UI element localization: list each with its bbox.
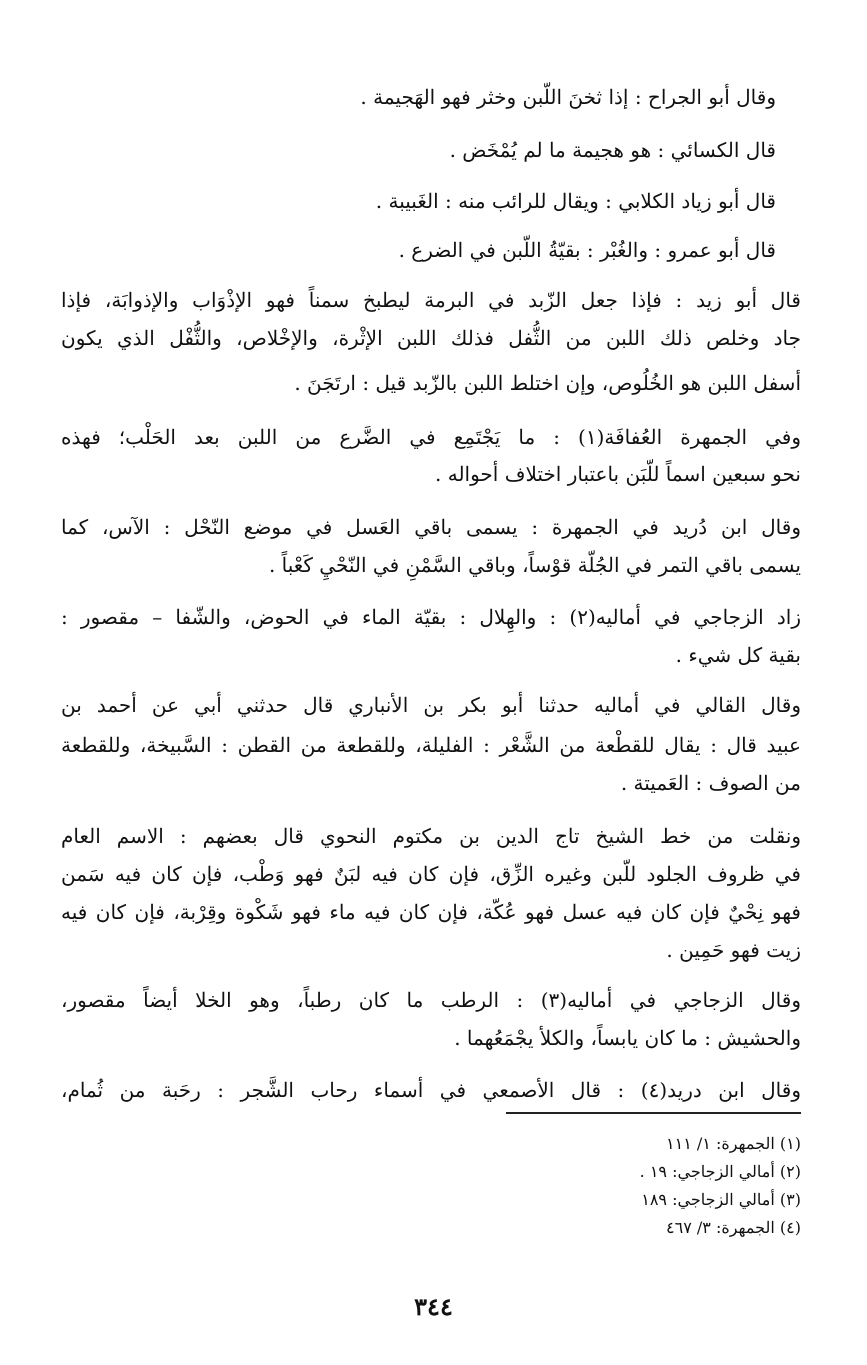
text-line: ونقلت من خط الشيخ تاج الدين بن مكتوم النحوي قال بعضهم : الاسم العام	[61, 824, 801, 848]
text-line: وقال أبو الجراح : إذا ثخنَ اللّبن وخثر فهو الهَجيمة .	[360, 85, 776, 109]
text-line: يسمى باقي التمر في الجُلّة قوْساً، وباقي السَّمْنِ في النّحْيِ كَعْباً .	[268, 553, 801, 577]
text-line: نحو سبعين اسماً للّبَن باعتبار اختلاف أحواله .	[435, 462, 801, 486]
page-number: ٣٤٤	[414, 1292, 453, 1321]
text-line: والحشيش : ما كان يابساً، والكلأ يجْمَعُهما .	[454, 1026, 801, 1050]
text-line: زيت فهو حَمِين .	[666, 938, 801, 962]
text-line: في ظروف الجلود للّبن وغيره الزِّق، فإن كان فيه لبَنٌ فهو وَطْب، فإن كان فيه سَمن	[61, 862, 801, 886]
text-line: وقال الزجاجي في أماليه(٣) : الرطب ما كان رطباً، وهو الخلا أيضاً مقصور،	[61, 988, 801, 1012]
text-line: قال أبو زيد : فإذا جعل الزّبد في البرمة ليطبخ سمناً فهو الإذْوَاب والإذوابَة، فإذا	[61, 288, 801, 312]
text-line: عبيد قال : يقال للقطْعة من الشَّعْر : الفليلة، وللقطعة من القطن : السَّبيخة، وللقطعة	[61, 733, 801, 757]
text-line: قال أبو زياد الكلابي : ويقال للرائب منه : الغَبيبة .	[375, 189, 776, 213]
footnote-separator	[506, 1112, 801, 1114]
text-line: فهو نِحْيٌ فإن كان فيه عسل فهو عُكّة، فإن كان فيه ماء فهو شَكْوة وقِرْبة، فإن كان فيه	[61, 900, 801, 924]
text-line: قال الكسائي : هو هجيمة ما لم يُمْخَض .	[449, 138, 776, 162]
footnote: (٣) أمالي الزجاجي: ١٨٩	[641, 1190, 801, 1209]
text-line: وقال ابن دريد(٤) : قال الأصمعي في أسماء رحاب الشَّجر : رحَبة من ثُمام،	[61, 1078, 801, 1102]
text-line: بقية كل شيء .	[675, 643, 801, 667]
text-line: وفي الجمهرة العُفافَة(١) : ما يَجْتَمِع في الضَّرع من اللبن بعد الحَلْب؛ فهذه	[61, 425, 801, 449]
text-line: وقال القالي في أماليه حدثنا أبو بكر بن الأنباري قال حدثني أبي عن أحمد بن	[61, 693, 801, 717]
footnote: (٢) أمالي الزجاجي: ١٩ .	[639, 1162, 801, 1181]
text-line: أسفل اللبن هو الخُلُوص، وإن اختلط اللبن بالزّبد قيل : ارتَجَنَ .	[294, 371, 801, 395]
text-line: من الصوف : العَميتة .	[620, 771, 801, 795]
footnote: (١) الجمهرة: ١/ ١١١	[666, 1134, 801, 1153]
text-line: وقال ابن دُريد في الجمهرة : يسمى باقي العَسل في موضع النّحْل : الآس، كما	[61, 515, 801, 539]
text-line: زاد الزجاجي في أماليه(٢) : والهِلال : بقيّة الماء في الحوض، والشّفا – مقصور :	[61, 605, 801, 629]
text-line: قال أبو عمرو : والغُبْر : بقيّةُ اللّبن في الضرع .	[398, 238, 776, 262]
text-line: جاد وخلص ذلك اللبن من الثُّفل فذلك اللبن الإثْرة، والإخْلاص، والثُّفْل الذي يكون	[61, 326, 801, 350]
footnote: (٤) الجمهرة: ٣/ ٤٦٧	[666, 1218, 801, 1237]
